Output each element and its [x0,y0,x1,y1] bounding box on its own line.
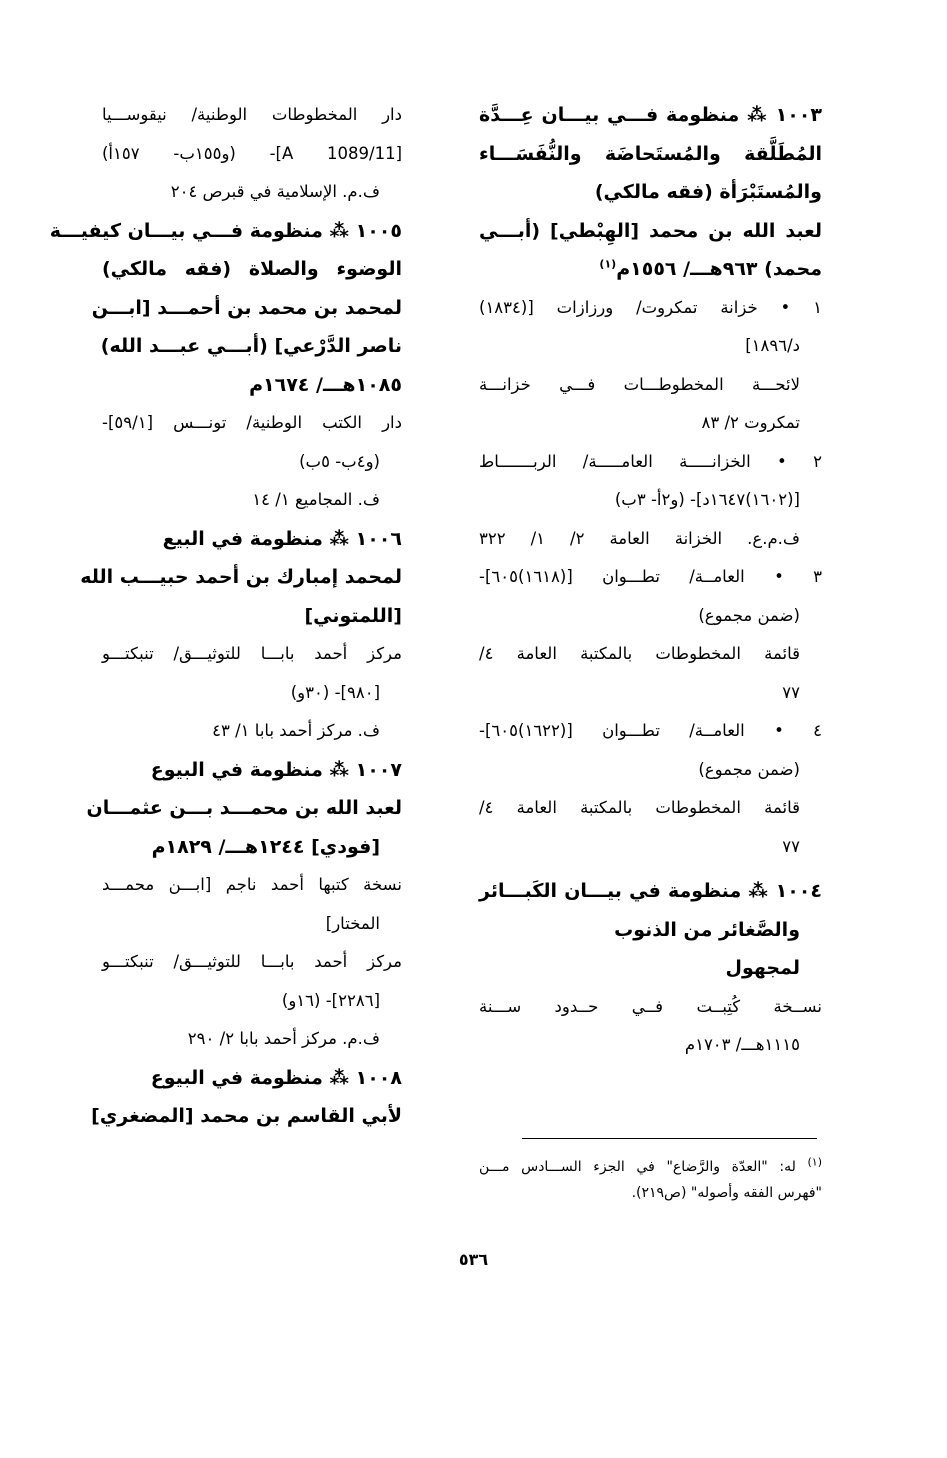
entry-title: ١٠٠٣ ⁂ منظومة فـــي بيـــان عِـــدَّة [479,104,822,126]
right-column [479,96,822,1065]
footnote-divider [522,1138,817,1139]
entry-author: لمجهول [725,957,800,979]
source-line: قائمة المخطوطات بالمكتبة العامة ٤/ [479,798,800,817]
entry-1008 [91,1059,402,1136]
footnote [479,1154,822,1206]
entry-title: الوضوء والصلاة (فقه مالكي) [102,258,402,280]
entry-title: المُطَلَّقة والمُستَحاضَة والنُّفَسَـــاء [479,142,822,165]
entry-title: ١٠٠٥ ⁂ منظومة فـــي بيـــان كيفيـــة [49,219,402,242]
source-line: [٩٨٠]- (٣٠و) [290,682,380,702]
source-line: دار الكتب الوطنية/ تونـــس [٥٩/١]- [102,413,402,432]
entry-author [479,250,822,289]
entry-author: لمحمد إمبارك بن أحمد حبيـــب الله [80,566,402,588]
source-line: ف.م. مركز أحمد بابا ٢/ ٢٩٠ [187,1029,380,1048]
source-line: نســخة كُتِبــت فــي حــدود ســـنة [479,996,822,1016]
entry-title: ١٠٠٧ ⁂ منظومة في البيوع [150,758,402,781]
page-number: ٥٣٦ [458,1250,489,1269]
footnote-marker: (١) [807,1155,823,1169]
source-list [102,635,402,751]
source-list [102,866,402,1059]
entry-author: لمحمد بن محمد بن أحمـــد [ابـــن [91,296,402,319]
continued-source [102,96,402,212]
author-date: ١٠٨٥هـــ/ ١٦٧٤م [249,373,402,396]
footnote-ref: (١) [599,257,617,271]
entry-author: ناصر الدَّرْعي] (أبـــي عبـــد الله) [100,335,402,357]
source-line: دار المخطوطات الوطنية/ نيقوســـيا [102,105,402,124]
entry-1005 [49,212,402,520]
source-line: (ضمن مجموع) [698,605,800,625]
source-line: مركز أحمد بابـــا للتوثيـــق/ تنبكتـــو [102,644,402,663]
source-line: ٤ • العامــة/ تطـــوان [(١٦٢٢)٦٠٥]- [479,721,822,740]
source-line: تمكروت ٢/ ٨٣ [701,413,800,432]
entry-1003 [479,96,822,866]
source-list [479,988,822,1065]
source-line: ف. مركز أحمد بابا ١/ ٤٣ [212,721,380,740]
source-line: ١ • خزانة تمكروت/ ورزازات [(١٨٣٤) [479,297,822,317]
source-line: ٢ • الخزانـــــة العامـــــة/ الربـــــــاط [479,451,822,471]
source-line: مركز أحمد بابـــا للتوثيـــق/ تنبكتـــو [102,952,402,971]
source-line: (ضمن مجموع) [698,759,800,779]
source-line: ف.م. الإسلامية في قبرص ٢٠٤ [170,182,380,201]
footnote-line: "فهرس الفقه وأصوله" (ص٢١٩). [631,1185,822,1201]
source-line: ٧٧ [782,682,800,702]
source-line: نسخة كتبها أحمد ناجم [ابـــن محمـــد [102,875,402,894]
entry-title: والصَّغائر من الذنوب [614,918,800,941]
source-line: ٧٧ [782,836,800,856]
left-column [49,96,403,1136]
source-line: ١١١٥هـــ/ ١٧٠٣م [684,1035,800,1054]
entry-1004 [479,872,822,1065]
entry-title: ١٠٠٨ ⁂ منظومة في البيوع [150,1066,402,1089]
source-list [479,289,822,867]
source-line: ف.م.ع. الخزانة العامة ٢/ ١/ ٣٢٢ [479,528,801,548]
entry-title: والمُستَبْرَأة (فقه مالكي) [594,181,822,203]
entry-author: [اللمتوني] [304,604,402,627]
source-line: ف. المجاميع ١/ ١٤ [252,490,380,509]
source-line: قائمة المخطوطات بالمكتبة العامة ٤/ [479,644,800,663]
source-line: لائحـــة المخطوطـــات فـــي خزانـــة [479,374,800,394]
source-line: ٣ • العامــة/ تطـــوان [(١٦١٨)٦٠٥]- [479,567,822,586]
source-line: [(١٦٠٢)١٦٤٧د]- (و٢أ- ٣ب) [614,490,800,509]
source-line: المختار] [325,913,380,933]
source-line: د/١٨٩٦] [745,336,800,355]
source-list [102,404,402,520]
entry-author: لعبد الله بن محمد [الهِبْطي] (أبـــي [479,219,822,242]
entry-1006 [80,520,402,751]
author-date: محمد) ٩٦٣هـــ/ ١٥٥٦م [616,258,822,280]
author-date: [فودي] ١٢٤٤هـــ/ ١٨٢٩م [151,835,380,858]
entry-1007 [86,751,402,1059]
source-line: (و٤ب- ٥ب) [299,451,380,471]
entry-title: ١٠٠٤ ⁂ منظومة في بيـــان الكَبـــائر [479,880,822,902]
footnote-line [479,1154,822,1180]
source-line: [٢٢٨٦]- (١٦و) [281,990,380,1010]
footnote-text: له: "العدّة والرَّضاع" في الجزء الســـادس مـــن [479,1159,796,1175]
entry-title: ١٠٠٦ ⁂ منظومة في البيع [162,527,402,550]
source-line: [A 1089/11]- (و١٥٥ب- ١٥٧أ) [102,143,403,163]
entry-author: لأبي القاسم بن محمد [المضغري] [91,1105,402,1127]
entry-author: لعبد الله بن محمـــد بـــن عثمـــان [86,797,402,819]
